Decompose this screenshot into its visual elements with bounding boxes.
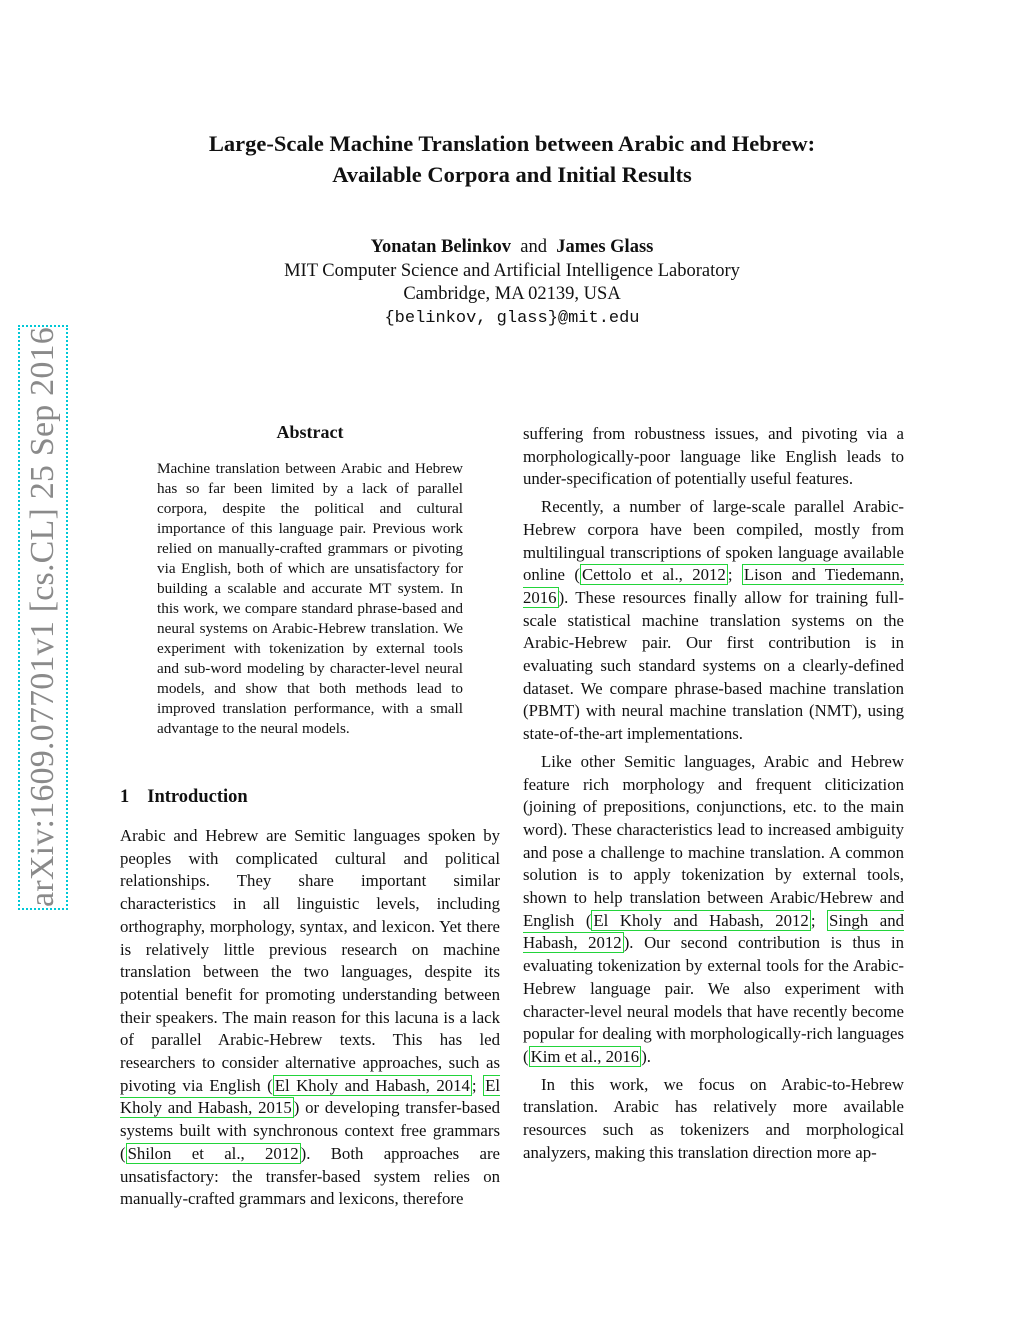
author-block [200, 236, 824, 330]
text-run: Recently, a number of large-scale parallel Arabic-Hebrew corpora have been compiled, mostly from multilingual transcriptions of spoken language available online ( [523, 497, 904, 585]
location: Cambridge, MA 02139, USA [403, 284, 621, 304]
intro-paragraph-3 [523, 751, 904, 1069]
text-run: ). Our second contribution is thus in evaluating tokenization by external tools for the Arabic-Hebrew language pair. We also experiment with character-level neural models that have recently become popular for dealing with morphologically-rich languages ( [523, 933, 905, 1066]
intro-paragraph-4: In this work, we focus on Arabic-to-Hebrew translation. Arabic has relatively more available resources such as tokenizers and morphological analyzers, making this translation direction more ap- [523, 1074, 904, 1162]
author-1: Yonatan Belinkov [370, 237, 511, 257]
author-2: James Glass [556, 237, 654, 257]
title-line-2: Available Corpora and Initial Results [332, 162, 692, 187]
citation-link[interactable]: Lison and Tiedemann, 2016 [523, 565, 905, 607]
citation-link[interactable]: Cettolo et al., 2012 [581, 565, 726, 585]
paper-title [150, 128, 874, 190]
abstract-text: Machine translation between Arabic and Hebrew has so far been limited by a lack of parallel corpora, despite the political and cultural importance of this language pair. Previous work relied on manually-crafted grammars or pivoting via English, both of which are unsatisfactory for building a scalable and accurate MT system. In this work, we compare standard phrase-based and neural systems on Arabic-Hebrew translation. We experiment with tokenization by external tools and sub-word modeling by character-level neural models, and show that both methods lead to improved translation performance, with a small advantage to the neural models. [157, 460, 463, 737]
citation-link[interactable]: El Kholy and Habash, 2012 [593, 910, 809, 930]
citation-link[interactable]: El Kholy and Habash, 2014 [274, 1075, 470, 1095]
right-column-body [523, 423, 904, 1165]
author-conjunction: and [520, 237, 547, 257]
citation-link[interactable]: Shilon et al., 2012 [127, 1143, 299, 1163]
affiliation: MIT Computer Science and Artificial Intelligence Laboratory [284, 260, 740, 281]
section-title: Introduction [147, 787, 248, 807]
abstract-heading: Abstract [276, 422, 344, 442]
email[interactable]: {belinkov, glass}@mit.edu [384, 308, 640, 328]
text-run: ) or developing transfer-based systems built with synchronous context free grammars ( [120, 1098, 500, 1163]
arxiv-identifier[interactable]: arXiv:1609.07701v1 [cs.CL] 25 Sep 2016 [24, 327, 61, 907]
text-run: Arabic and Hebrew are Semitic languages spoken by peoples with complicated cultural and political relationships. They share important similar characteristics in all linguistic levels, including orthography, morphology, syntax, and lexicon. Yet there is relatively little previous research on machine translation between the two languages, despite its potential benefit for promoting understanding between their speakers. The main reason for this lacuna is a lack of parallel Arabic-Hebrew texts. This has led researchers to consider alternative approaches, such as pivoting via English ( [120, 826, 500, 1095]
text-run: ; [727, 565, 742, 585]
text-run: ). [641, 1046, 651, 1066]
title-line-1: Large-Scale Machine Translation between Arabic and Hebrew: [208, 131, 816, 156]
citation-link[interactable]: Kim et al., 2016 [530, 1046, 640, 1066]
citation-link[interactable]: El Kholy and Habash, 2015 [120, 1075, 500, 1118]
text-run: ; [810, 910, 828, 930]
text-run: ). These resources finally allow for training full-scale statistical machine translation systems on the Arabic-Hebrew pair. Our first contribution is in evaluating such standard systems on a clearly-defined dataset. We compare phrase-based machine translation (PBMT) with neural machine translation (NMT), using state-of-the-art implementations. [523, 587, 904, 744]
citation-link[interactable]: Singh and Habash, 2012 [523, 910, 904, 953]
text-run: Like other Semitic languages, Arabic and Hebrew feature rich morphology and frequent cliticization (joining of prepositions, conjunctions, etc. to the main word). These characteristics lead to increased ambiguity and pose a challenge to machine translation. A common solution is to apply tokenization by external tools, shown to help translation between Arabic/Hebrew and English ( [523, 751, 904, 930]
intro-paragraph-continued: suffering from robustness issues, and pivoting via a morphologically-poor language like English leads to under-specification of potentially useful features. [523, 424, 904, 489]
text-run: ; [471, 1075, 484, 1095]
section-heading-introduction [120, 787, 248, 808]
text-run: ). Both approaches are unsatisfactory: the transfer-based system relies on manually-crafted grammars and lexicons, therefore [120, 1143, 500, 1209]
intro-paragraph-2 [523, 496, 904, 746]
intro-paragraph-1 [120, 825, 500, 1211]
left-column-body [120, 825, 500, 1211]
section-number: 1 [120, 787, 130, 807]
